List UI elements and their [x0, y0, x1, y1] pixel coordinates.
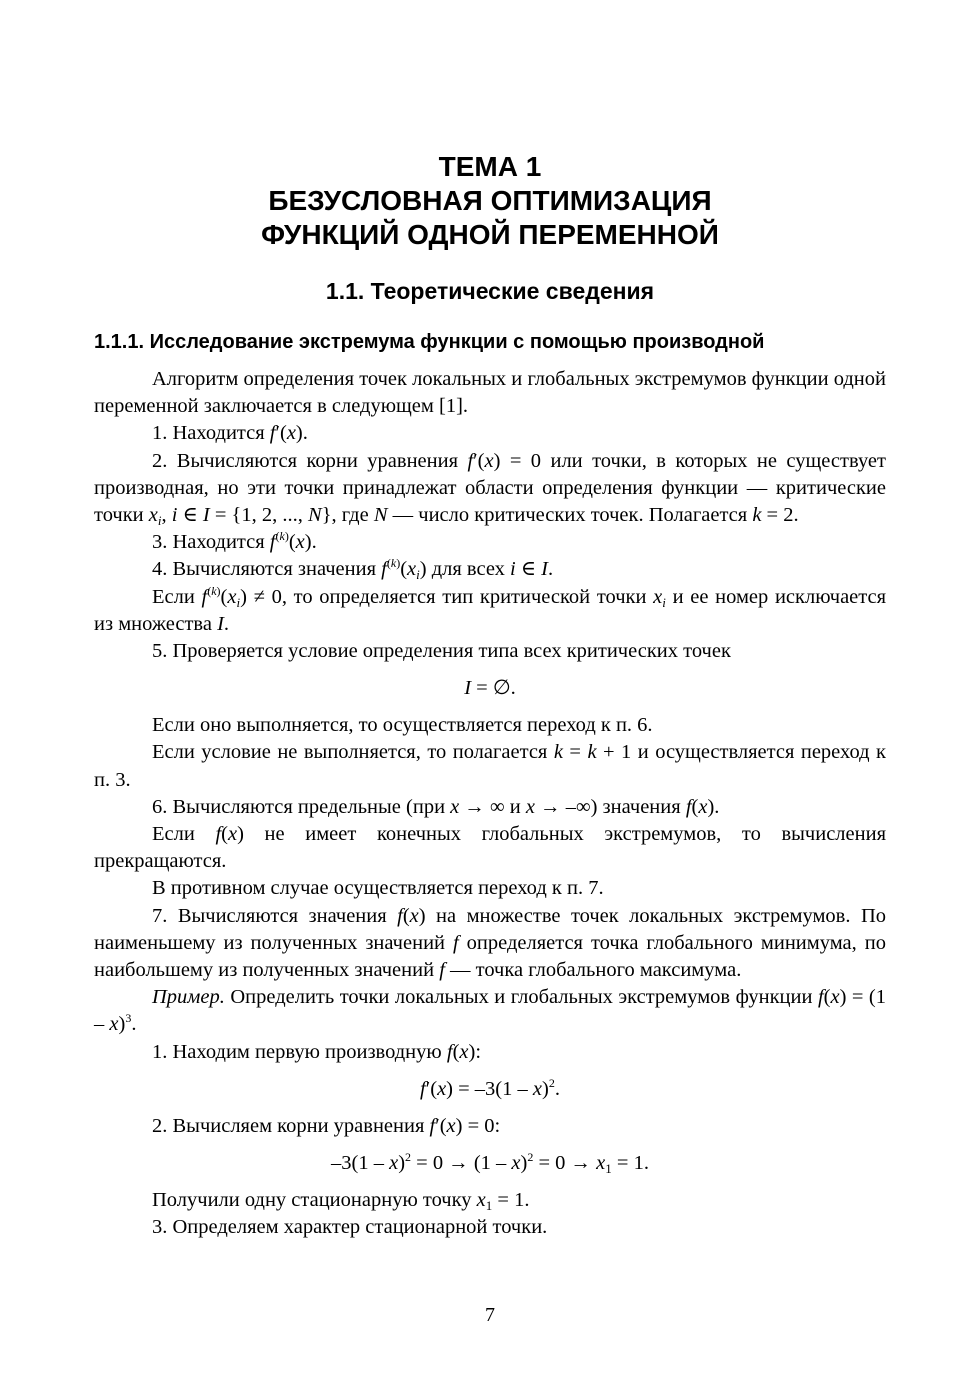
body-block-2 — [94, 712, 886, 1066]
chapter-title-line-2: БЕЗУСЛОВНАЯ ОПТИМИЗАЦИЯ — [268, 185, 712, 216]
body-block-1 — [94, 366, 886, 665]
paragraph: В противном случае осуществляется переход к п. 7. — [152, 877, 604, 900]
paragraph: 3. Определяем характер стационарной точки. — [152, 1216, 548, 1239]
paragraph: 4. Вычисляются значения $f^{(k)}(x_i)$ для всех i ∈ I. — [152, 556, 554, 583]
paragraph: 1. Находится f′(x). — [152, 422, 308, 445]
paragraph: 7. Вычисляются значения f(x) на множестве точек локальных экстремумов. По наименьшему из полученных значений f определяется точка глобального минимума, по наибольшему из полученных значений f — точка глобального максимума. — [94, 904, 886, 982]
formula-roots: $-3(1 - x)^2 = 0 \to (1 - x)^2 = 0 \to x_1 = 1$. — [331, 1150, 649, 1177]
paragraph: Если f(x) не имеет конечных глобальных экстремумов, то вычисления прекращаются. — [94, 823, 886, 873]
paragraph: Алгоритм определения точек локальных и глобальных экстремумов функции одной переменной заключается в следующем [1]. — [94, 368, 886, 418]
body-block-3 — [94, 1113, 886, 1140]
paragraph: 6. Вычисляются предельные (при x → ∞ и x → –∞) значения f(x). — [152, 795, 720, 818]
paragraph: Получили одну стационарную точку $x_1 = 1$. — [152, 1189, 530, 1214]
paragraph: 3. Находится $f^{(k)}(x)$. — [152, 529, 317, 554]
page-number: 7 — [485, 1304, 495, 1326]
body-block-4 — [94, 1187, 886, 1241]
paragraph: 1. Находим первую производную f(x): — [152, 1040, 482, 1063]
paragraph: 2. Вычисляются корни уравнения f′(x) = 0 или точки, в которых не существует производная, но эти точки принадлежат области определения функции — критические точки $x_i$, i ∈ I = {1, 2, ..., N}, где N — число критических точек. Полагается k = 2. — [94, 449, 886, 529]
chapter-title — [94, 150, 886, 252]
paragraph: Если оно выполняется, то осуществляется переход к п. 6. — [152, 714, 653, 737]
formula-derivative: f′(x) = –3(1 – x)$^2$. — [420, 1075, 560, 1100]
formula-empty-set: I = ∅. — [464, 677, 516, 700]
paragraph: Если условие не выполняется, то полагается k = k + 1 и осуществляется переход к п. 3. — [94, 741, 886, 791]
paragraph: Если $f^{(k)}(x_i) \ne 0$, то определяется тип критической точки $x_i$ и ее номер исключается из множества I. — [94, 583, 887, 635]
chapter-title-line-3: ФУНКЦИЙ ОДНОЙ ПЕРЕМЕННОЙ — [261, 219, 719, 250]
paragraph: 2. Вычисляем корни уравнения f′(x) = 0: — [152, 1114, 501, 1137]
subsection-heading: 1.1.1. Исследование экстремума функции с помощью производной — [94, 331, 765, 353]
section-heading: 1.1. Теоретические сведения — [325, 278, 655, 304]
paragraph: Пример. Определить точки локальных и глобальных экстремумов функции f(x) = (1 – x)$^3$. — [94, 986, 886, 1036]
chapter-title-line-1: ТЕМА 1 — [438, 151, 542, 182]
paragraph: 5. Проверяется условие определения типа всех критических точек — [152, 640, 731, 663]
